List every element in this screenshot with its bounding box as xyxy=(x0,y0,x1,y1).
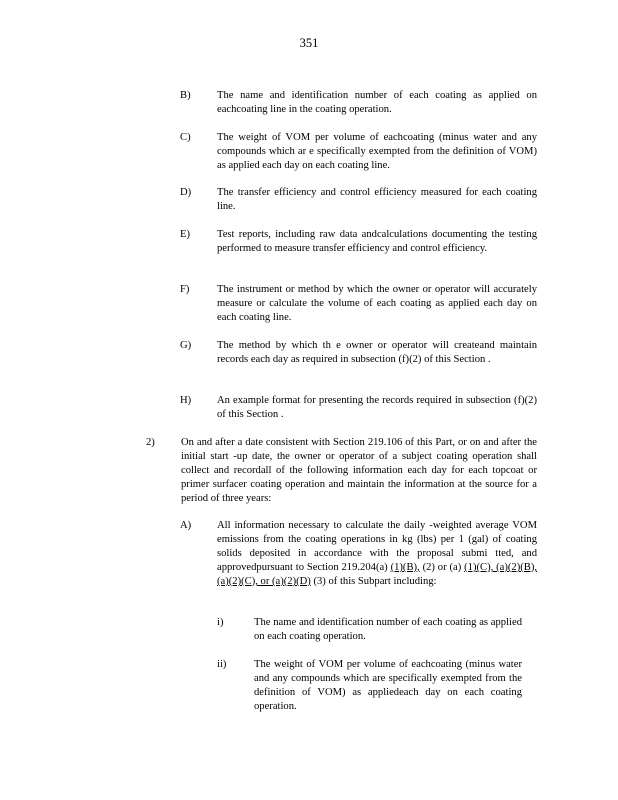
paragraph-2a-mid-text: (2) or (a) xyxy=(422,562,462,573)
item-h-label: H) xyxy=(180,395,192,406)
item-h-text: An example format for presenting the records required in subsection (f)(2) of this Section . xyxy=(217,395,537,420)
subitem-ii-label: ii) xyxy=(217,659,227,670)
paragraph-2a-label: A) xyxy=(180,520,192,531)
item-g-label: G) xyxy=(180,340,192,351)
item-c-label: C) xyxy=(180,132,191,143)
subitem-i-text: The name and identification number of each coating as applied on each coating operation. xyxy=(254,617,522,642)
paragraph-2-text: On and after a date consistent with Section 219.106 of this Part, or on and after the initial start -up date, the owner or operator of a subject coating operation shall collect and recordall of the following information each day for each topcoat or primer surfacer coating operation and maintain the information at the source for a period of three years: xyxy=(181,437,537,504)
item-d-label: D) xyxy=(180,187,192,198)
paragraph-2a-text xyxy=(217,519,537,589)
paragraph-2a-underlined-2: (1)(C), (a)(2)(B), (a)(2)(C), or (a)(2)(D) xyxy=(217,562,537,587)
item-g-text: The method by which th e owner or operator will createand maintain records each day as required in subsection (f)(2) of this Section . xyxy=(217,340,537,365)
item-e-text: Test reports, including raw data andcalculations documenting the testing performed to measure transfer efficiency and control efficiency. xyxy=(217,229,537,254)
item-f-text: The instrument or method by which the owner or operator will accurately measure or calculate the volume of each coating as applied each day on each coating line. xyxy=(217,284,537,323)
paragraph-2a-text-before: All information necessary to calculate the daily -weighted average VOM emissions from the coating operations in kg (lbs) per 1 (gal) of coating solids deposited in accordance with the proposal submi tted, and approvedpursuant to Section 219.204(a) xyxy=(217,520,537,573)
item-b-text: The name and identification number of each coating as applied on eachcoating line in the coating operation. xyxy=(217,90,537,115)
item-d-text: The transfer efficiency and control efficiency measured for each coating line. xyxy=(217,187,537,212)
item-b-label: B) xyxy=(180,90,191,101)
paragraph-2a-underlined-1: (1)(B), xyxy=(390,562,420,573)
subitem-ii-text: The weight of VOM per volume of eachcoating (minus water and any compounds which are specifically exempted from the definition of VOM) as appliedeach day on each coating operation. xyxy=(254,659,522,712)
subitem-i-label: i) xyxy=(217,617,224,628)
paragraph-2a-text-after: (3) of this Subpart including: xyxy=(313,576,437,587)
paragraph-2-label: 2) xyxy=(146,437,155,448)
item-f-label: F) xyxy=(180,284,190,295)
item-c-text: The weight of VOM per volume of eachcoating (minus water and any compounds which ar e specifically exempted from the definition of VOM) as applied each day on each coating line. xyxy=(217,132,537,171)
item-e-label: E) xyxy=(180,229,190,240)
page-number: 351 xyxy=(299,36,319,50)
